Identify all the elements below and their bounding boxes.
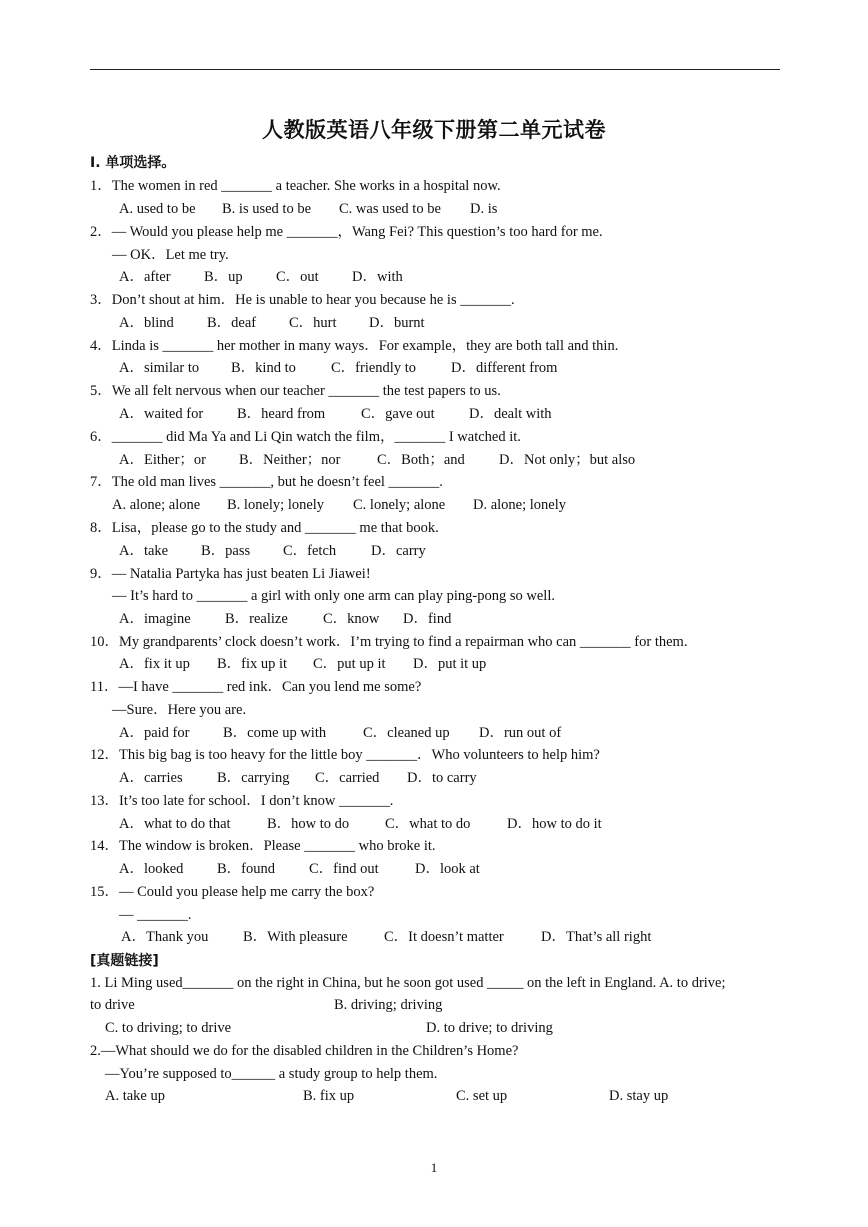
- option-a: A．after: [119, 269, 171, 285]
- option-c: C. to driving; to drive: [105, 1020, 232, 1036]
- option-c: C．know: [323, 611, 380, 627]
- real-exam-question-2: 2.—What should we do for the disabled children in the Children’s Home?: [90, 1043, 519, 1059]
- option-c: C．friendly to: [331, 360, 416, 376]
- real-exam-question-2-reply: —You’re supposed to______ a study group to help them.: [105, 1066, 438, 1082]
- question-1: 1．The women in red _______ a teacher. She works in a hospital now.: [90, 178, 501, 194]
- option-b: B. is used to be: [222, 201, 312, 217]
- option-d: D．burnt: [369, 315, 425, 331]
- option-c: C．Both；and: [377, 452, 465, 468]
- option-b: B．realize: [225, 611, 288, 627]
- option-d: D．put it up: [413, 656, 487, 672]
- header-rule: [90, 69, 780, 70]
- question-9-options: [119, 610, 451, 628]
- question-11-reply: —Sure．Here you are.: [112, 702, 247, 718]
- question-4: 4．Linda is _______ her mother in many ways．For example，they are both tall and thin.: [90, 338, 619, 354]
- option-b: B．kind to: [231, 360, 296, 376]
- option-a: A．carries: [119, 770, 183, 786]
- section-heading-2: [真题链接]: [90, 953, 159, 969]
- option-c: C．put up it: [313, 656, 386, 672]
- question-2-options: [119, 268, 403, 286]
- question-14-options: [119, 860, 480, 878]
- question-15-reply: — _______.: [119, 907, 192, 923]
- question-6-options: [119, 451, 635, 469]
- question-15-options: [121, 928, 651, 946]
- option-a: A．Either；or: [119, 452, 206, 468]
- option-c: C．out: [276, 269, 319, 285]
- option-b: B．pass: [201, 543, 251, 559]
- question-13: 13．It’s too late for school．I don’t know _______.: [90, 793, 394, 809]
- option-d: D．look at: [415, 861, 480, 877]
- option-c: C. was used to be: [339, 201, 441, 217]
- option-a: A. used to be: [119, 201, 196, 217]
- option-d: D. to drive; to driving: [426, 1020, 553, 1036]
- option-b: B．carrying: [217, 770, 290, 786]
- page-title: 人教版英语八年级下册第二单元试卷: [262, 117, 606, 142]
- question-7-options: [112, 496, 566, 514]
- real-exam-question-2-options: [105, 1087, 668, 1105]
- option-d: D．run out of: [479, 725, 562, 741]
- option-c: C．hurt: [289, 315, 337, 331]
- option-a: A．waited for: [119, 406, 204, 422]
- option-c: C．gave out: [361, 406, 435, 422]
- question-11-options: [119, 724, 561, 742]
- option-a: A．looked: [119, 861, 184, 877]
- question-4-options: [119, 359, 557, 377]
- question-5-options: [119, 405, 552, 423]
- question-7: 7．The old man lives _______, but he doesn’t feel _______.: [90, 474, 443, 490]
- option-c: C．It doesn’t matter: [384, 929, 504, 945]
- question-2-reply: — OK．Let me try.: [112, 247, 229, 263]
- page-number: 1: [430, 1160, 438, 1175]
- option-b: B. driving; driving: [334, 997, 443, 1013]
- option-c: C．cleaned up: [363, 725, 450, 741]
- option-c: C．carried: [315, 770, 380, 786]
- option-d: D．That’s all right: [541, 929, 652, 945]
- option-a-cont: to drive: [90, 997, 135, 1013]
- question-1-options: [119, 200, 497, 218]
- question-12-options: [119, 769, 477, 787]
- question-13-options: [119, 815, 602, 833]
- option-b: B．deaf: [207, 315, 257, 331]
- option-a: A．Thank you: [121, 929, 209, 945]
- option-b: B．fix up it: [217, 656, 288, 672]
- option-b: B．heard from: [237, 406, 326, 422]
- option-c: C．what to do: [385, 816, 471, 832]
- question-2: 2．— Would you please help me _______，Wang Fei? This question’s too hard for me.: [90, 224, 603, 240]
- question-11: 11．—I have _______ red ink．Can you lend me some?: [90, 679, 422, 695]
- question-5: 5．We all felt nervous when our teacher _______ the test papers to us.: [90, 383, 501, 399]
- option-a: A．paid for: [119, 725, 190, 741]
- question-8: 8．Lisa，please go to the study and _______ me that book.: [90, 520, 439, 536]
- option-a: A．what to do that: [119, 816, 231, 832]
- real-exam-question-1-cont: [90, 996, 442, 1014]
- option-b: B．come up with: [223, 725, 327, 741]
- real-exam-question-1-options: [105, 1019, 553, 1037]
- option-b: B．With pleasure: [243, 929, 348, 945]
- option-d: D. stay up: [609, 1088, 669, 1104]
- option-a: A．similar to: [119, 360, 200, 376]
- option-d: D．with: [352, 269, 403, 285]
- option-d: D. is: [470, 201, 498, 217]
- option-b: B．found: [217, 861, 275, 877]
- option-c: C. set up: [456, 1088, 508, 1104]
- option-b: B．up: [204, 269, 243, 285]
- option-d: D．to carry: [407, 770, 477, 786]
- option-a: A. take up: [105, 1088, 165, 1104]
- option-b: B. fix up: [303, 1088, 355, 1104]
- option-b: B. lonely; lonely: [227, 497, 325, 513]
- question-9: 9．— Natalia Partyka has just beaten Li Jiawei!: [90, 566, 371, 582]
- option-d: D. alone; lonely: [473, 497, 567, 513]
- section-heading-1: I. 单项选择。: [90, 155, 176, 171]
- option-a: A．imagine: [119, 611, 191, 627]
- option-b: B．Neither；nor: [239, 452, 341, 468]
- option-d: D．different from: [451, 360, 558, 376]
- option-a: A．take: [119, 543, 169, 559]
- option-d: D．find: [403, 611, 452, 627]
- option-b: B．how to do: [267, 816, 350, 832]
- question-14: 14．The window is broken．Please _______ who broke it.: [90, 838, 436, 854]
- option-d: D．carry: [371, 543, 426, 559]
- option-d: D．dealt with: [469, 406, 552, 422]
- option-c: C. lonely; alone: [353, 497, 446, 513]
- question-3-options: [119, 314, 425, 332]
- option-a: A. alone; alone: [112, 497, 201, 513]
- question-3: 3．Don’t shout at him．He is unable to hear you because he is _______.: [90, 292, 515, 308]
- question-9-reply: — It’s hard to _______ a girl with only one arm can play ping-pong so well.: [112, 588, 555, 604]
- option-c: C．fetch: [283, 543, 337, 559]
- question-12: 12．This big bag is too heavy for the little boy _______．Who volunteers to help him?: [90, 747, 600, 763]
- real-exam-question-1: 1. Li Ming used_______ on the right in China, but he soon got used _____ on the left in England. A. to drive;: [90, 975, 726, 991]
- question-8-options: [119, 542, 426, 560]
- question-10-options: [119, 655, 486, 673]
- question-6: 6．_______ did Ma Ya and Li Qin watch the film，_______ I watched it.: [90, 429, 521, 445]
- option-a: A．blind: [119, 315, 174, 331]
- option-c: C．find out: [309, 861, 379, 877]
- option-a: A．fix it up: [119, 656, 190, 672]
- question-15: 15．— Could you please help me carry the box?: [90, 884, 375, 900]
- option-d: D．how to do it: [507, 816, 602, 832]
- question-10: 10．My grandparents’ clock doesn’t work．I’m trying to find a repairman who can _______ for them.: [90, 634, 688, 650]
- option-d: D．Not only；but also: [499, 452, 636, 468]
